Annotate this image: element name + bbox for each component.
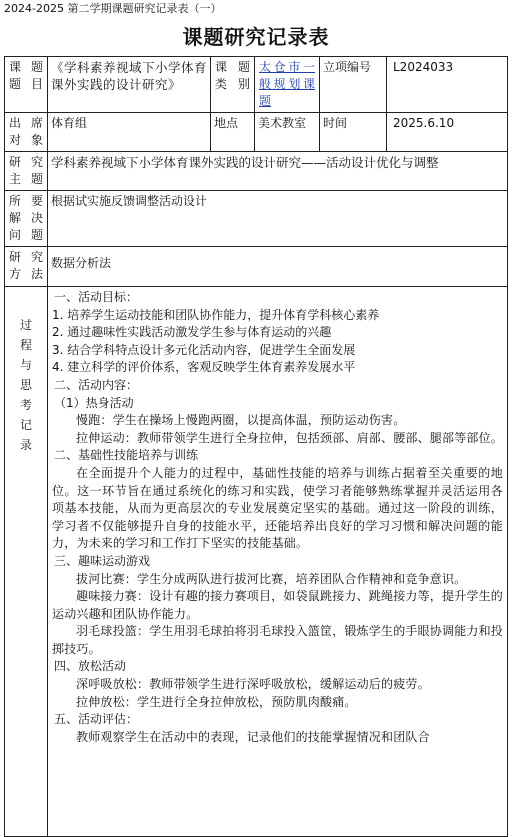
- basic-skills-heading: 二、基础性技能培养与训练: [54, 448, 199, 463]
- row-topic: [5, 57, 508, 113]
- problem-label: 所要解决问题: [5, 191, 48, 247]
- games-heading: 三、趣味运动游戏: [54, 553, 151, 568]
- method-label: 研究方法: [5, 247, 48, 287]
- page-title: 课题研究记录表: [182, 25, 330, 49]
- attendees-value: 体育组: [48, 113, 211, 152]
- row-method: [5, 247, 508, 287]
- method-value: 数据分析法: [48, 247, 508, 287]
- process-label-char: 考: [19, 398, 32, 412]
- document-header: 2024-2025 第二学期课题研究记录表（一）: [4, 2, 222, 15]
- goal-item: 1. 培养学生运动技能和团队协作能力，提升体育学科核心素养: [52, 307, 380, 322]
- process-label-char: 记: [19, 418, 32, 432]
- goal-item: 2. 通过趣味性实践活动激发学生参与体育运动的兴趣: [52, 325, 332, 340]
- process-label-char: 与: [19, 358, 32, 372]
- evaluation-heading: 五、活动评估：: [54, 712, 139, 727]
- attendees-label: 出席对象: [5, 113, 48, 152]
- basic-skills-text: 在全面提升个人能力的过程中，基础性技能的培养与训练占据着至关重要的地位。这一环节旨在通过系统化的练习和实践，使学习者能够熟练掌握并灵活运用各项基本技能，从而为更高层次的专业发展奠定坚实的基础。通过这一阶段的训练，学习者不仅能够提升自身的技能水平，还能培养出良好的学习习惯和解决问题的能力，为未来的学习和工作打下坚实的技能基础。: [52, 465, 503, 551]
- game-item: 拔河比赛：学生分成两队进行拔河比赛，培养团队合作精神和竞争意识。: [76, 571, 467, 586]
- relax-heading: 四、放松活动: [54, 659, 127, 674]
- process-label-text: [8, 315, 44, 455]
- warmup-item: 慢跑：学生在操场上慢跑两圈，以提高体温，预防运动伤害。: [76, 413, 406, 428]
- warmup-item: 拉伸运动：教师带领学生进行全身拉伸，包括颈部、肩部、腰部、腿部等部位。: [76, 430, 504, 445]
- game-item: 趣味接力赛：设计有趣的接力赛项目，如袋鼠跳接力、跳绳接力等，提升学生的运动兴趣和团队协作能力。: [52, 589, 504, 621]
- topic-value: 《学科素养视域下小学体育课外实践的设计研究》: [48, 57, 211, 113]
- problem-value: 根据试实施反馈调整活动设计: [48, 191, 508, 247]
- process-label: [5, 287, 48, 837]
- row-process: [5, 287, 508, 837]
- record-table: [4, 56, 508, 837]
- row-research-theme: [5, 152, 508, 191]
- goal-item: 4. 建立科学的评价体系，客观反映学生体育素养发展水平: [52, 360, 356, 375]
- id-value: L2024033: [387, 57, 508, 113]
- theme-label: 研究主题: [5, 152, 48, 191]
- warmup-heading: （1）热身活动: [54, 395, 134, 410]
- category-label: 课题类别: [211, 57, 255, 113]
- process-label-char: 思: [19, 378, 32, 392]
- theme-value: 学科素养视域下小学体育课外实践的设计研究——活动设计优化与调整: [48, 152, 508, 191]
- topic-label: 课题题目: [5, 57, 48, 113]
- goals-heading: 一、活动目标：: [54, 290, 139, 304]
- content-heading: 二、活动内容：: [54, 377, 139, 392]
- evaluation-text: 教师观察学生在活动中的表现，记录他们的技能掌握情况和团队合: [76, 729, 430, 744]
- time-value: 2025.6.10: [387, 113, 508, 152]
- relax-item: 拉伸放松：学生进行全身拉伸放松，预防肌肉酸痛。: [76, 694, 357, 709]
- process-content: [48, 287, 508, 837]
- process-label-char: 过: [19, 318, 32, 332]
- place-label: 地点: [211, 113, 255, 152]
- game-item: 羽毛球投篮：学生用羽毛球拍将羽毛球投入篮筐，锻炼学生的手眼协调能力和投掷技巧。: [52, 624, 504, 656]
- id-label: 立项编号: [320, 57, 387, 113]
- row-attendance: [5, 113, 508, 152]
- process-label-char: 程: [19, 338, 32, 352]
- category-value: 太仓市一般规划课题: [255, 57, 320, 113]
- relax-item: 深呼吸放松：教师带领学生进行深呼吸放松，缓解运动后的疲劳。: [76, 677, 430, 692]
- time-label: 时间: [320, 113, 387, 152]
- place-value: 美术教室: [255, 113, 320, 152]
- goal-item: 3. 结合学科特点设计多元化活动内容，促进学生全面发展: [52, 342, 356, 357]
- row-problem: [5, 191, 508, 247]
- process-label-char: 录: [19, 438, 32, 452]
